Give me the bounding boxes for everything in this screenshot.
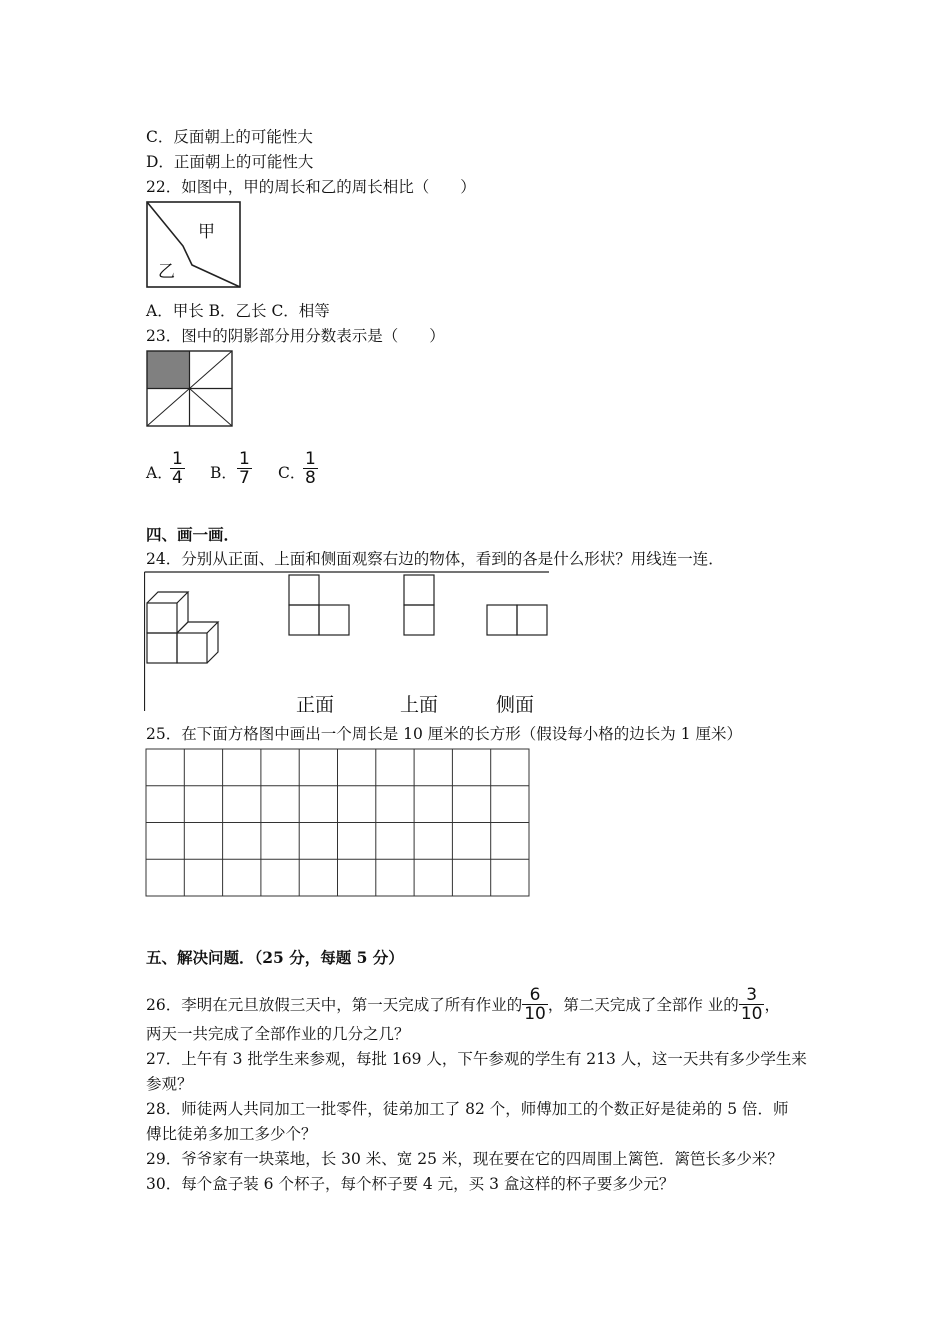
section5-title: 五、解决问题．（25 分，每题 5 分） bbox=[146, 948, 404, 967]
q27-line2: 参观？ bbox=[146, 1075, 193, 1093]
q23-diagonal-bl bbox=[147, 389, 190, 427]
q24-shape-3 bbox=[487, 605, 547, 635]
q26-fraction-2-numerator: 3 bbox=[739, 986, 765, 1005]
q24-label-top: 上面 bbox=[400, 694, 439, 716]
q26-line1 bbox=[146, 986, 780, 1023]
q22-label-yi: 乙 bbox=[158, 262, 175, 282]
q26-text-part1: 26．李明在元旦放假三天中，第一天完成了所有作业的 bbox=[146, 995, 523, 1014]
q23-option-a-fraction bbox=[170, 450, 185, 487]
q25-question: 25．在下面方格图中画出一个周长是 10 厘米的长方形（假设每小格的边长为 1 厘米） bbox=[146, 725, 743, 743]
q26-line2: 两天一共完成了全部作业的几分之几？ bbox=[146, 1025, 410, 1043]
q21-option-d: D．正面朝上的可能性大 bbox=[146, 153, 314, 171]
q24-figure bbox=[144, 571, 550, 716]
q26-fraction-1-numerator: 6 bbox=[522, 986, 548, 1005]
section4-title: 四、画一画． bbox=[146, 525, 240, 544]
q27-line1: 27．上午有 3 批学生来参观，每批 169 人，下午参观的学生有 213 人，这一天共有多少学生来 bbox=[146, 1050, 807, 1068]
q25-grid[interactable] bbox=[145, 748, 531, 899]
q23-option-b-denominator: 7 bbox=[239, 468, 250, 488]
q23-option-a-denominator: 4 bbox=[172, 468, 183, 488]
q23-option-a-letter: A． bbox=[146, 464, 173, 482]
q23-figure bbox=[146, 350, 234, 428]
q22-question: 22．如图中，甲的周长和乙的周长相比（ ） bbox=[146, 178, 476, 196]
q28-line1: 28．师徒两人共同加工一批零件，徒弟加工了 82 个，师傅加工的个数正好是徒弟的 5 倍．师 bbox=[146, 1100, 789, 1118]
q24-cube-object bbox=[147, 592, 218, 663]
q23-option-b-fraction bbox=[237, 450, 252, 487]
q24-shape-2 bbox=[404, 575, 434, 635]
q23-option-c-letter: C． bbox=[278, 464, 306, 482]
q23-question: 23．图中的阴影部分用分数表示是（ ） bbox=[146, 327, 445, 345]
q23-option-c-denominator: 8 bbox=[305, 468, 316, 488]
q23-diagonal-br bbox=[190, 389, 233, 427]
q24-shape-1 bbox=[289, 575, 349, 635]
q22-figure bbox=[146, 201, 242, 289]
q21-option-c: C．反面朝上的可能性大 bbox=[146, 128, 313, 146]
q24-label-front: 正面 bbox=[296, 694, 335, 716]
q29-question: 29．爷爷家有一块菜地，长 30 米、宽 25 米，现在要在它的四周围上篱笆．篱笆长多少米？ bbox=[146, 1150, 783, 1168]
q23-option-c-fraction bbox=[303, 450, 318, 487]
q24-question: 24．分别从正面、上面和侧面观察右边的物体，看到的各是什么形状？用线连一连． bbox=[146, 550, 724, 568]
q26-fraction-2 bbox=[739, 986, 765, 1023]
q23-option-b-numerator: 1 bbox=[239, 449, 250, 469]
q26-text-part3: ， bbox=[764, 995, 780, 1014]
q22-label-jia: 甲 bbox=[198, 222, 215, 242]
q23-option-a-numerator: 1 bbox=[172, 449, 183, 469]
q23-option-b-letter: B． bbox=[210, 464, 237, 482]
q26-fraction-1 bbox=[522, 986, 548, 1023]
q23-shaded-cell bbox=[147, 351, 189, 388]
q30-question: 30．每个盒子装 6 个杯子，每个杯子要 4 元，买 3 盒这样的杯子要多少元？ bbox=[146, 1175, 675, 1193]
q26-fraction-2-denominator: 10 bbox=[740, 1004, 763, 1024]
q24-label-side: 侧面 bbox=[496, 694, 535, 716]
q26-fraction-1-denominator: 10 bbox=[524, 1004, 546, 1024]
q28-line2: 傅比徒弟多加工多少个？ bbox=[146, 1125, 317, 1143]
q22-options: A．甲长 B．乙长 C．相等 bbox=[146, 302, 330, 320]
q23-option-c-numerator: 1 bbox=[305, 449, 316, 469]
q23-diagonal-tr bbox=[190, 351, 233, 389]
q26-text-part2: ，第二天完成了全部作 业的 bbox=[547, 995, 739, 1014]
